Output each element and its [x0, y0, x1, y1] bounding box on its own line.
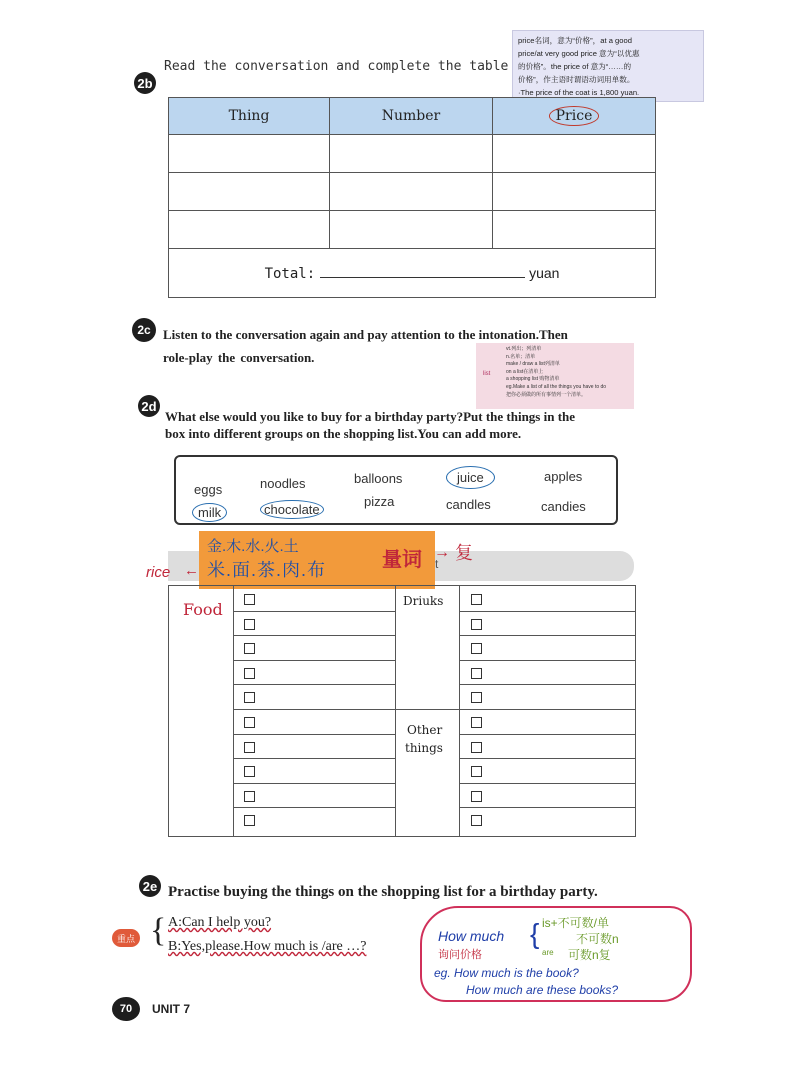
s2d-line2: box into different groups on the shopping list.You can add more.	[165, 426, 522, 441]
arrow-icon: →	[434, 544, 450, 561]
key-point-tag: 重点	[112, 929, 140, 947]
thing-cell[interactable]	[169, 135, 330, 173]
thing-cell[interactable]	[169, 173, 330, 211]
checkbox[interactable]	[244, 692, 255, 703]
arrow-left-icon: ←	[184, 562, 199, 579]
other-label-line1: Other	[407, 723, 443, 737]
checkbox[interactable]	[244, 643, 255, 654]
food-label: Food	[183, 600, 223, 619]
word-juice: juice	[446, 466, 495, 489]
row-divider	[233, 783, 395, 784]
row-divider	[233, 611, 395, 612]
checkbox[interactable]	[244, 717, 255, 728]
handwriting-fu: 复	[455, 543, 473, 563]
thing-cell[interactable]	[169, 211, 330, 249]
total-blank[interactable]	[320, 263, 525, 278]
brace-icon: {	[150, 912, 167, 949]
how-much-note	[420, 906, 692, 1002]
checkbox[interactable]	[471, 717, 482, 728]
drinks-label: Driuks	[403, 594, 444, 608]
handwriting-rice: rice	[146, 564, 171, 581]
column-divider	[233, 586, 234, 836]
how-much-eg2: How much are these books?	[466, 983, 619, 997]
row-divider	[233, 684, 395, 685]
table-row	[169, 135, 656, 173]
price-cell[interactable]	[493, 135, 656, 173]
row-divider	[459, 758, 635, 759]
word-chocolate: chocolate	[260, 500, 324, 519]
list-note-l1: vt.列出；列清单	[506, 346, 542, 352]
checkbox[interactable]	[471, 766, 482, 777]
total-unit: yuan	[529, 265, 560, 281]
checkbox[interactable]	[471, 594, 482, 605]
other-label-line2: things	[405, 741, 443, 755]
checkbox[interactable]	[471, 619, 482, 630]
word-eggs: eggs	[194, 482, 223, 497]
how-much-title: How much	[438, 928, 505, 944]
unit-label: UNIT 7	[152, 1002, 191, 1016]
list-note-l6: eg.Make a list of all the things you have to do	[506, 383, 607, 390]
total-label: Total:	[264, 266, 316, 282]
row-divider	[233, 758, 395, 759]
how-much-are: are	[542, 948, 554, 957]
table-row	[169, 173, 656, 211]
column-divider	[459, 586, 460, 836]
checkbox[interactable]	[244, 791, 255, 802]
handwriting-row2: 米.面.茶.肉.布	[207, 560, 327, 580]
row-divider	[459, 611, 635, 612]
word-pizza: pizza	[364, 494, 395, 509]
checkbox[interactable]	[471, 742, 482, 753]
shopping-list-table	[168, 585, 636, 837]
price-note-line5: ·The price of the coat is 1,800 yuan.	[518, 88, 640, 97]
dialog-line-a: A:Can I help you?	[168, 915, 272, 930]
table-header-row	[169, 98, 656, 135]
checkbox[interactable]	[471, 791, 482, 802]
row-divider	[459, 635, 635, 636]
price-note-line4: 价格”，作主语时谓语动词用单数。	[518, 75, 635, 84]
price-note	[512, 30, 704, 102]
header-number: Number	[330, 98, 493, 135]
row-divider	[459, 709, 635, 710]
column-divider	[395, 586, 396, 836]
handwriting-liangci: 量词	[382, 549, 422, 571]
s2e-instruction: Practise buying the things on the shopping list for a birthday party.	[168, 884, 598, 900]
word-candles: candles	[446, 497, 491, 512]
checkbox[interactable]	[244, 668, 255, 679]
s2b-table	[168, 97, 656, 298]
header-thing: Thing	[169, 98, 330, 135]
handwriting-row1: 金.木.水.火.土	[207, 538, 299, 555]
list-note-l3: make / draw a list列清单	[506, 361, 560, 368]
list-note-l7: 把你必须做的所有事情列一个清单。	[506, 391, 587, 398]
total-row	[169, 249, 656, 298]
row-divider	[459, 783, 635, 784]
how-much-count: 可数n复	[568, 948, 611, 962]
price-cell[interactable]	[493, 211, 656, 249]
price-cell[interactable]	[493, 173, 656, 211]
checkbox[interactable]	[244, 766, 255, 777]
section-badge-2c: 2c	[137, 323, 151, 337]
header-price-circled: Price	[549, 106, 600, 126]
how-much-sub: 询问价格	[438, 949, 482, 961]
price-note-line3: 的价格”。the price of 意为“……的	[518, 62, 632, 71]
word-candies: candies	[541, 499, 586, 514]
s2c-line1: Listen to the conversation again and pay attention to the intonation.Then	[163, 327, 568, 342]
dialog-line-b: B:Yes,please.How much is /are …?	[168, 939, 367, 954]
header-price	[493, 98, 656, 135]
checkbox[interactable]	[244, 815, 255, 826]
price-note-line1: price名词，意为“价格”，at a good	[518, 36, 632, 45]
list-note-l4: on a list在清单上	[506, 368, 544, 375]
s2d-line1: What else would you like to buy for a birthday party?Put the things in the	[165, 409, 576, 424]
price-note-line2: price/at very good price 意为“以优惠	[518, 49, 640, 58]
number-cell[interactable]	[330, 135, 493, 173]
row-divider	[459, 660, 635, 661]
how-much-brace: {	[530, 918, 540, 949]
number-cell[interactable]	[330, 173, 493, 211]
row-divider	[459, 684, 635, 685]
list-note-tag: list	[483, 371, 491, 377]
row-divider	[459, 807, 635, 808]
page-number: 70	[112, 997, 140, 1021]
list-note	[476, 343, 634, 409]
checkbox[interactable]	[471, 668, 482, 679]
list-header-suffix: t	[435, 557, 439, 571]
section-badge-2b: 2b	[134, 72, 156, 94]
checkbox[interactable]	[244, 594, 255, 605]
row-divider	[233, 734, 395, 735]
total-cell	[169, 249, 656, 298]
word-balloons: balloons	[354, 471, 403, 486]
word-box	[174, 455, 618, 525]
list-note-l5: a shopping list 购物清单	[506, 376, 560, 383]
word-noodles: noodles	[260, 476, 306, 491]
row-divider	[233, 709, 395, 710]
how-much-eg1: eg. How much is the book?	[434, 966, 579, 980]
checkbox[interactable]	[471, 815, 482, 826]
row-divider	[233, 660, 395, 661]
headphones-icon	[132, 318, 156, 342]
s2c-line2: role-play the conversation.	[163, 350, 315, 365]
checkbox[interactable]	[244, 742, 255, 753]
checkbox[interactable]	[471, 692, 482, 703]
section-badge-2e: 2e	[139, 875, 161, 897]
row-divider	[233, 635, 395, 636]
section-divider	[395, 709, 459, 710]
how-much-is: is+不可数/单	[542, 916, 610, 930]
word-milk: milk	[192, 503, 227, 522]
table-row	[169, 211, 656, 249]
number-cell[interactable]	[330, 211, 493, 249]
word-apples: apples	[544, 469, 583, 484]
section-badge-2d: 2d	[138, 395, 160, 417]
checkbox[interactable]	[244, 619, 255, 630]
checkbox[interactable]	[471, 643, 482, 654]
s2b-instruction: Read the conversation and complete the table	[164, 59, 509, 74]
list-note-l2: n.名单；清单	[506, 353, 536, 360]
row-divider	[459, 734, 635, 735]
row-divider	[233, 807, 395, 808]
how-much-uncount: 不可数n	[576, 932, 619, 946]
